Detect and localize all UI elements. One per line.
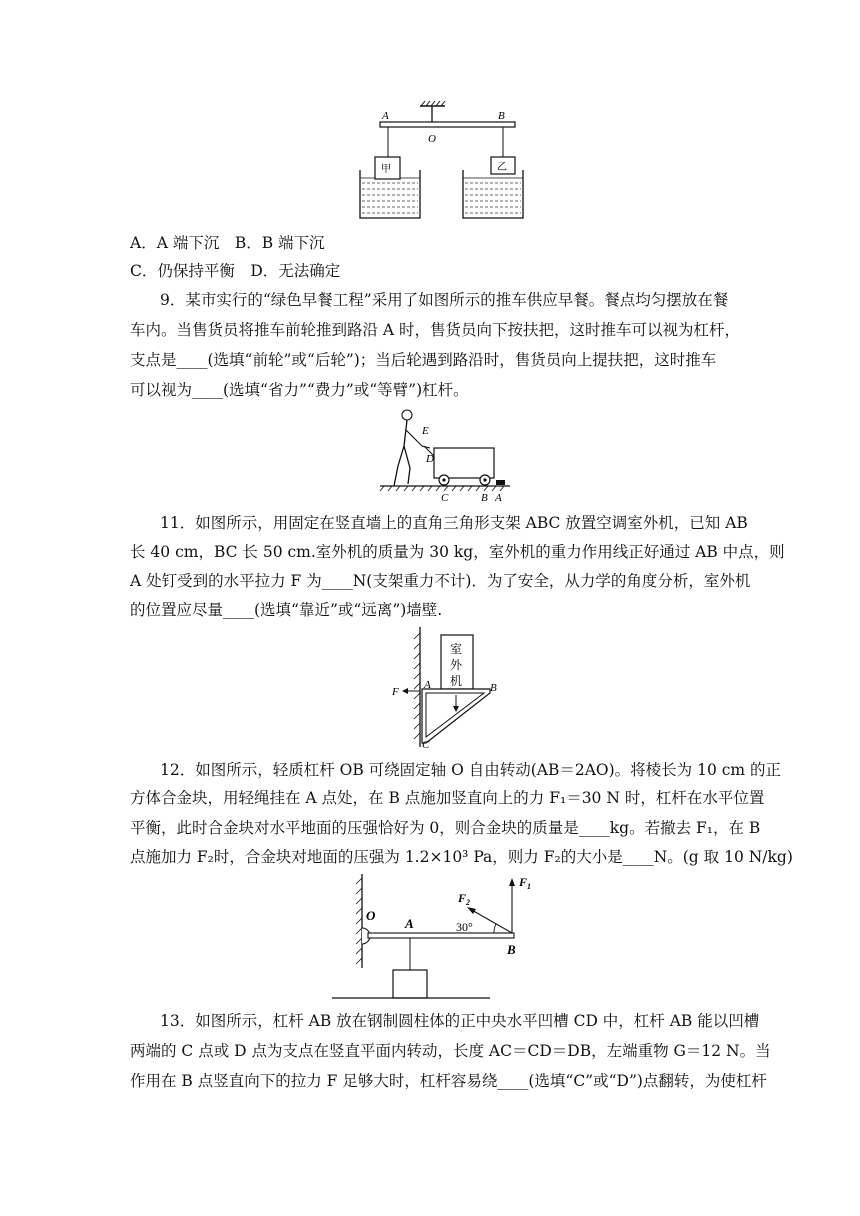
label-O: O <box>428 133 436 145</box>
q11-line-3: A 处钉受到的水平拉力 F 为____N(支架重力不计)．为了安全，从力学的角度分析，室外机 <box>130 572 751 590</box>
food-cart-figure <box>380 408 510 504</box>
q13-line-3: 作用在 B 点竖直向下的拉力 F 足够大时，杠杆容易绕____(选填“C”或“D”)点翻转，为使杠杆 <box>130 1072 767 1090</box>
unit-char-2: 外 <box>450 658 463 672</box>
lever-label-O: O <box>366 908 376 923</box>
cart-label-A: A <box>495 492 502 504</box>
bracket-label-C: C <box>422 739 430 750</box>
q9-line-3: 支点是____(选填“前轮”或“后轮”)；当后轮遇到路沿时，售货员向上提扶把，这时推车 <box>130 351 717 369</box>
label-B: B <box>498 110 505 122</box>
bracket-label-A: A <box>424 679 431 691</box>
cart-label-D: D <box>426 453 434 465</box>
q12-line-3: 平衡，此时合金块对水平地面的压强恰好为 0，则合金块的质量是____kg。若撤去 F₁，在 B <box>130 819 761 837</box>
bracket-label-B: B <box>490 682 497 694</box>
q8-options-line2: C．仍保持平衡 D．无法确定 <box>130 262 341 280</box>
q13-line-2: 两端的 C 点或 D 点为支点在竖直平面内转动，长度 AC＝CD＝DB，左端重物 G＝12 N。当 <box>130 1042 771 1060</box>
block-jia-label: 甲 <box>381 164 391 175</box>
ac-bracket-figure <box>386 625 506 750</box>
q11-line-2: 长 40 cm，BC 长 50 cm.室外机的质量为 30 kg，室外机的重力作用线正好通过 AB 中点，则 <box>130 543 785 561</box>
q9-line-4: 可以视为____(选填“省力”“费力”或“等臂”)杠杆。 <box>130 381 469 399</box>
angle-label: 30° <box>456 920 473 934</box>
bracket-label-F: F <box>392 686 399 698</box>
unit-char-1: 室 <box>450 642 463 656</box>
lever-label-B: B <box>507 942 516 957</box>
unit-char-3: 机 <box>450 674 463 688</box>
q11-line-1: 11．如图所示，用固定在竖直墙上的直角三角形支架 ABC 放置空调室外机，已知 AB <box>160 514 748 532</box>
q12-line-4: 点施加力 F₂时，合金块对地面的压强为 1.2×10³ Pa，则力 F₂的大小是____N。(g 取 10 N/kg) <box>130 848 793 866</box>
block-yi-label: 乙 <box>497 162 507 173</box>
q12-line-1: 12．如图所示，轻质杠杆 OB 可绕固定轴 O 自由转动(AB＝2AO)。将棱长为 10 cm 的正 <box>160 761 782 779</box>
cart-label-C: C <box>441 492 449 504</box>
q11-line-4: 的位置应尽量____(选填“靠近”或“远离”)墙壁. <box>130 601 443 619</box>
lever-label-A: A <box>405 916 414 931</box>
lever-label-F1: $F_1$ <box>519 875 532 891</box>
q9-line-1: 9．某市实行的“绿色早餐工程”采用了如图所示的推车供应早餐。餐点均匀摆放在餐 <box>160 291 729 309</box>
label-A: A <box>382 110 389 122</box>
q12-line-2: 方体合金块，用轻绳挂在 A 点处，在 B 点施加竖直向上的力 F₁＝30 N 时，杠杆在水平位置 <box>130 789 765 807</box>
lever-balance-figure <box>355 100 525 225</box>
q8-options-line1: A．A 端下沉 B．B 端下沉 <box>130 234 325 252</box>
cart-label-E: E <box>422 425 429 437</box>
q9-line-2: 车内。当售货员将推车前轮推到路沿 A 时，售货员向下按扶把，这时推车可以视为杠杆， <box>130 321 741 339</box>
cart-label-B: B <box>481 492 488 504</box>
lever-ob-figure <box>330 872 545 1002</box>
lever-label-F2: $F_2$ <box>458 891 471 907</box>
q13-line-1: 13．如图所示，杠杆 AB 放在钢制圆柱体的正中央水平凹槽 CD 中，杠杆 AB 能以凹槽 <box>160 1012 760 1030</box>
